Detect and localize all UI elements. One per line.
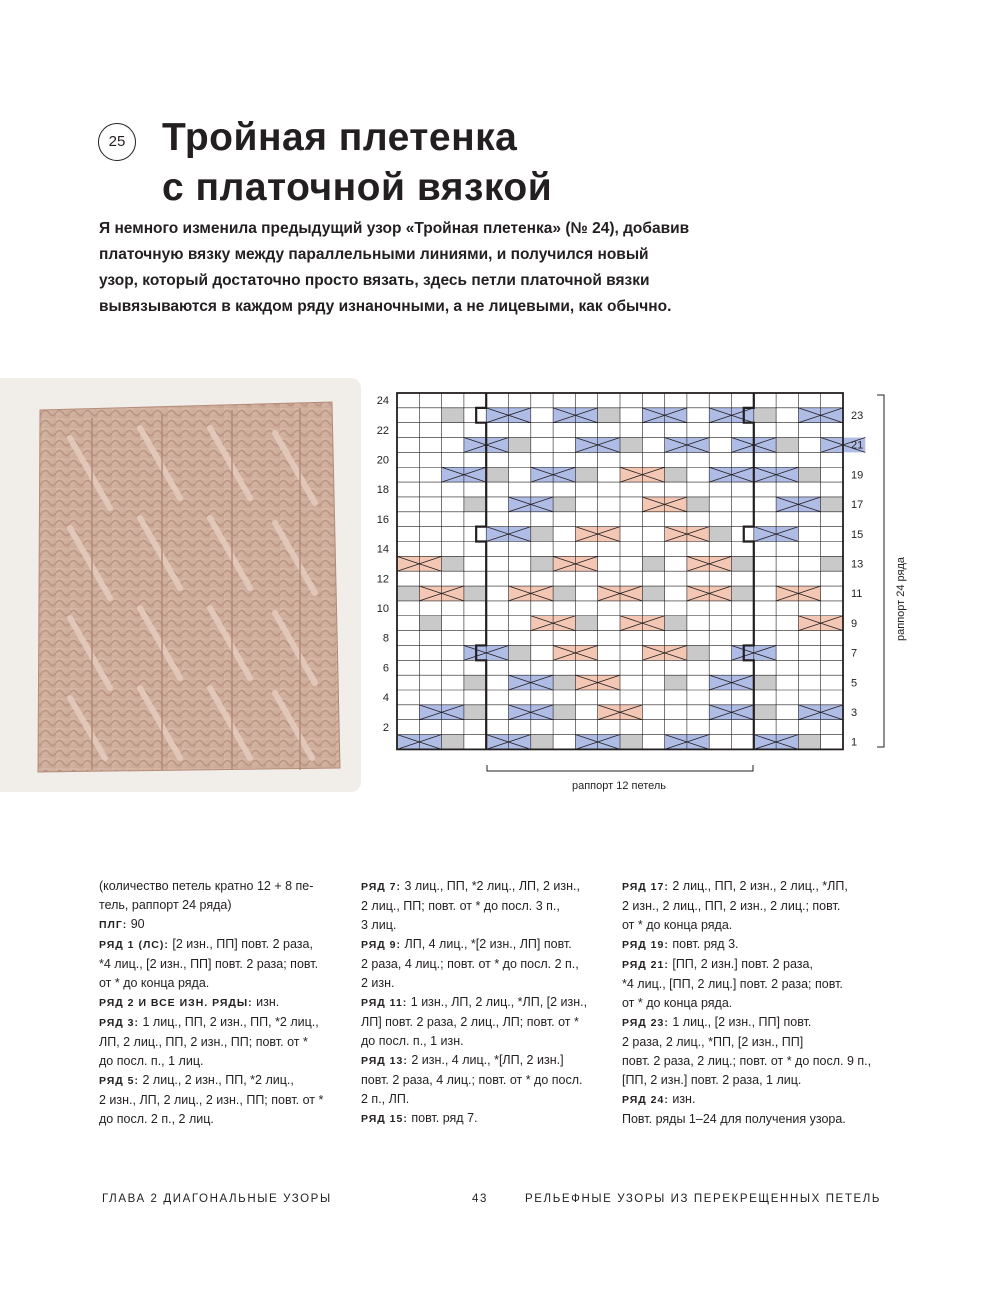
instruction-text: изн. [252, 995, 280, 1009]
purl-cell [464, 675, 486, 690]
instruction-text: до посл. п., 1 изн. [361, 1034, 464, 1048]
purl-cell [464, 497, 486, 512]
instruction-line [99, 915, 323, 935]
instruction-text: 2 изн., ЛП, 2 лиц., 2 изн., ПП; повт. от * [99, 1093, 324, 1107]
instruction-text: 2 раза, 4 лиц.; повт. от * до посл. 2 п., [361, 957, 579, 971]
row-number-right: 13 [851, 558, 864, 571]
row-number-left: 10 [376, 603, 389, 616]
instruction-line [622, 916, 871, 935]
purl-cell [732, 586, 754, 601]
purl-cell [531, 556, 553, 571]
instruction-line [622, 1090, 871, 1110]
knitted-swatch-image [0, 378, 361, 792]
side-repeat-label: раппорт 24 ряда [895, 556, 907, 642]
row-label: РЯД 13: [361, 1055, 408, 1067]
instruction-line [622, 1013, 871, 1033]
instruction-text: 2 лиц., ПП, 2 изн., 2 лиц., *ЛП, [668, 879, 848, 893]
purl-cell [687, 645, 709, 660]
instruction-line [361, 1051, 587, 1071]
row-number-left: 24 [376, 395, 389, 408]
intro-line: узор, который достаточно просто вязать, здесь петли платочной вязки [99, 272, 650, 289]
instructions-col-1 [99, 877, 323, 1129]
row-label: РЯД 1 (ЛС): [99, 939, 169, 951]
instruction-line [99, 935, 323, 955]
purl-cell [531, 735, 553, 750]
row-number-right: 17 [851, 499, 864, 512]
purl-cell [575, 616, 597, 631]
instruction-line [361, 955, 587, 974]
instruction-text: 2 лиц., 2 изн., ПП, *2 лиц., [139, 1073, 294, 1087]
instruction-line [361, 916, 587, 935]
instruction-text: тель, раппорт 24 ряда) [99, 898, 232, 912]
intro-line: Я немного изменила предыдущий узор «Тройная плетенка» (№ 24), добавив [99, 220, 690, 237]
instruction-line [99, 1091, 323, 1110]
purl-cell [620, 735, 642, 750]
instruction-text: повт. ряд 7. [407, 1111, 478, 1125]
swatch-photo [0, 378, 361, 792]
instruction-line [622, 877, 871, 897]
page-title [162, 113, 552, 213]
row-number-left: 22 [376, 424, 389, 437]
title-line-2: с платочной вязкой [162, 166, 553, 209]
row-label: РЯД 5: [99, 1075, 140, 1087]
purl-cell [442, 556, 464, 571]
purl-cell [553, 675, 575, 690]
row-number-right: 3 [851, 706, 858, 719]
instruction-line [622, 955, 871, 975]
instruction-text: 2 изн., 2 лиц., ПП, 2 изн., 2 лиц.; повт. [622, 899, 841, 913]
row-label: ПЛГ: [99, 919, 128, 931]
instruction-line [99, 1013, 323, 1033]
page-number: 43 [472, 1193, 488, 1205]
instruction-line [361, 935, 587, 955]
instruction-text: повт. 2 раза, 4 лиц.; повт. от * до посл. [361, 1073, 583, 1087]
instruction-text: 3 лиц., ПП, *2 лиц., ЛП, 2 изн., [401, 879, 580, 893]
side-repeat-bracket [877, 395, 884, 747]
purl-cell [754, 675, 776, 690]
instruction-line [99, 896, 323, 915]
row-label: РЯД 23: [622, 1017, 669, 1029]
instruction-line [99, 1052, 323, 1071]
instruction-text: изн. [668, 1092, 696, 1106]
row-number-left: 18 [376, 484, 389, 497]
purl-cell [642, 586, 664, 601]
instruction-line [361, 1013, 587, 1032]
instruction-line [361, 1109, 587, 1129]
purl-cell [575, 467, 597, 482]
row-number-left: 12 [376, 573, 389, 586]
instruction-line [99, 1071, 323, 1091]
instruction-text: 1 лиц., ПП, 2 изн., ПП, *2 лиц., [139, 1015, 319, 1029]
instruction-line [361, 897, 587, 916]
purl-cell [665, 616, 687, 631]
purl-cell [798, 735, 820, 750]
instruction-line [361, 1071, 587, 1090]
instruction-text: 1 лиц., [2 изн., ПП] повт. [668, 1015, 812, 1029]
purl-cell [732, 556, 754, 571]
instruction-line [622, 1071, 871, 1090]
instruction-line [622, 1033, 871, 1052]
purl-cell [754, 705, 776, 720]
purl-cell [553, 497, 575, 512]
row-number-left: 4 [382, 692, 389, 705]
instruction-text: ЛП, 4 лиц., *[2 изн., ЛП] повт. [401, 937, 572, 951]
purl-cell [687, 497, 709, 512]
instruction-text: 2 изн., 4 лиц., *[ЛП, 2 изн.] [407, 1053, 564, 1067]
row-label: РЯД 19: [622, 939, 669, 951]
instruction-line [361, 993, 587, 1013]
instruction-line [99, 1033, 323, 1052]
purl-cell [442, 735, 464, 750]
row-number-right: 1 [851, 736, 858, 749]
row-label: РЯД 21: [622, 959, 669, 971]
row-label: РЯД 11: [361, 997, 408, 1009]
purl-cell [798, 467, 820, 482]
row-number-left: 2 [382, 721, 389, 734]
instruction-text: до посл. 2 п., 2 лиц. [99, 1112, 214, 1126]
row-number-left: 20 [376, 454, 389, 467]
instruction-text: 2 раза, 2 лиц., *ПП, [2 изн., ПП] [622, 1035, 804, 1049]
row-label: РЯД 15: [361, 1113, 408, 1125]
instruction-line [361, 974, 587, 993]
row-number-right: 5 [851, 677, 858, 690]
row-number-left: 16 [376, 513, 389, 526]
instruction-line [622, 994, 871, 1013]
instruction-line [99, 993, 323, 1013]
purl-cell [464, 705, 486, 720]
row-number-left: 8 [382, 632, 389, 645]
row-number-right: 9 [851, 617, 858, 630]
purl-cell [553, 586, 575, 601]
purl-cell [620, 438, 642, 453]
purl-cell [442, 408, 464, 423]
instruction-text: 2 п., ЛП. [361, 1092, 410, 1106]
instruction-line [622, 1110, 871, 1129]
instruction-text: [ПП, 2 изн.] повт. 2 раза, 1 лиц. [622, 1073, 802, 1087]
instruction-line [622, 897, 871, 916]
instruction-text: *4 лиц., [ПП, 2 лиц.] повт. 2 раза; повт. [622, 977, 843, 991]
instruction-text: (количество петель кратно 12 + 8 пе- [99, 879, 314, 893]
row-label: РЯД 17: [622, 881, 669, 893]
instruction-line [99, 877, 323, 896]
row-label: РЯД 3: [99, 1017, 140, 1029]
instruction-line [622, 935, 871, 955]
intro-line: вывязываются в каждом ряду изнаночными, а не лицевыми, как обычно. [99, 298, 672, 315]
purl-cell [553, 705, 575, 720]
intro-line: платочную вязку между параллельными линиями, и получился новый [99, 246, 649, 263]
instruction-text: от * до конца ряда. [622, 918, 733, 932]
purl-cell [509, 438, 531, 453]
knitting-chart [360, 385, 920, 795]
instruction-line [622, 975, 871, 994]
purl-cell [821, 497, 843, 512]
purl-cell [486, 467, 508, 482]
row-number-left: 6 [382, 662, 389, 675]
row-number-right: 19 [851, 469, 864, 482]
purl-cell [419, 616, 441, 631]
instruction-text: 2 изн. [361, 976, 395, 990]
purl-cell [709, 527, 731, 542]
bottom-repeat-label: раппорт 12 петель [571, 780, 667, 792]
instruction-text: 1 изн., ЛП, 2 лиц., *ЛП, [2 изн., [407, 995, 588, 1009]
row-label: РЯД 9: [361, 939, 402, 951]
instruction-text: от * до конца ряда. [622, 996, 733, 1010]
instruction-text: 2 лиц., ПП; повт. от * до посл. 3 п., [361, 899, 560, 913]
row-label: РЯД 24: [622, 1094, 669, 1106]
row-number-right: 11 [851, 588, 863, 601]
instruction-text: Повт. ряды 1–24 для получения узора. [622, 1112, 846, 1126]
instruction-text: ЛП] повт. 2 раза, 2 лиц., ЛП; повт. от * [361, 1015, 579, 1029]
instruction-text: ЛП, 2 лиц., ПП, 2 изн., ПП; повт. от * [99, 1035, 308, 1049]
instruction-text: [ПП, 2 изн.] повт. 2 раза, [668, 957, 813, 971]
intro-paragraph [99, 216, 739, 320]
purl-cell [665, 675, 687, 690]
instruction-text: от * до конца ряда. [99, 976, 210, 990]
purl-cell [598, 408, 620, 423]
row-number-right: 7 [851, 647, 858, 660]
instruction-text: 3 лиц. [361, 918, 397, 932]
row-label: РЯД 2 И ВСЕ ИЗН. РЯДЫ: [99, 997, 253, 1009]
purl-cell [665, 467, 687, 482]
row-number-right: 23 [851, 409, 864, 422]
bottom-repeat-bracket [487, 765, 753, 771]
instructions-col-2 [361, 877, 587, 1129]
purl-cell [821, 556, 843, 571]
instruction-text: [2 изн., ПП] повт. 2 раза, [168, 937, 313, 951]
purl-cell [754, 408, 776, 423]
instruction-line [99, 955, 323, 974]
pattern-number-badge: 25 [98, 123, 136, 161]
title-line-1: Тройная плетенка [162, 116, 518, 159]
instruction-text: 90 [127, 917, 145, 931]
instruction-line [361, 1090, 587, 1109]
purl-cell [642, 556, 664, 571]
purl-cell [776, 438, 798, 453]
row-number-left: 14 [376, 543, 389, 556]
instruction-line [99, 974, 323, 993]
instruction-line [99, 1110, 323, 1129]
instructions-col-3 [622, 877, 871, 1129]
instruction-text: до посл. п., 1 лиц. [99, 1054, 204, 1068]
purl-cell [464, 586, 486, 601]
instruction-text: повт. ряд 3. [668, 937, 739, 951]
instruction-text: повт. 2 раза, 2 лиц.; повт. от * до посл. 9 п., [622, 1054, 872, 1068]
row-number-right: 15 [851, 528, 864, 541]
row-number-right: 21 [851, 439, 864, 452]
instruction-line [622, 1052, 871, 1071]
footer-chapter: ГЛАВА 2 ДИАГОНАЛЬНЫЕ УЗОРЫ [102, 1193, 332, 1205]
purl-cell [509, 645, 531, 660]
footer-section: РЕЛЬЕФНЫЕ УЗОРЫ ИЗ ПЕРЕКРЕЩЕННЫХ ПЕТЕЛЬ [525, 1193, 882, 1205]
instruction-line [361, 877, 587, 897]
purl-cell [531, 527, 553, 542]
row-label: РЯД 7: [361, 881, 402, 893]
instruction-line [361, 1032, 587, 1051]
purl-cell [397, 586, 419, 601]
instruction-text: *4 лиц., [2 изн., ПП] повт. 2 раза; повт. [99, 957, 319, 971]
